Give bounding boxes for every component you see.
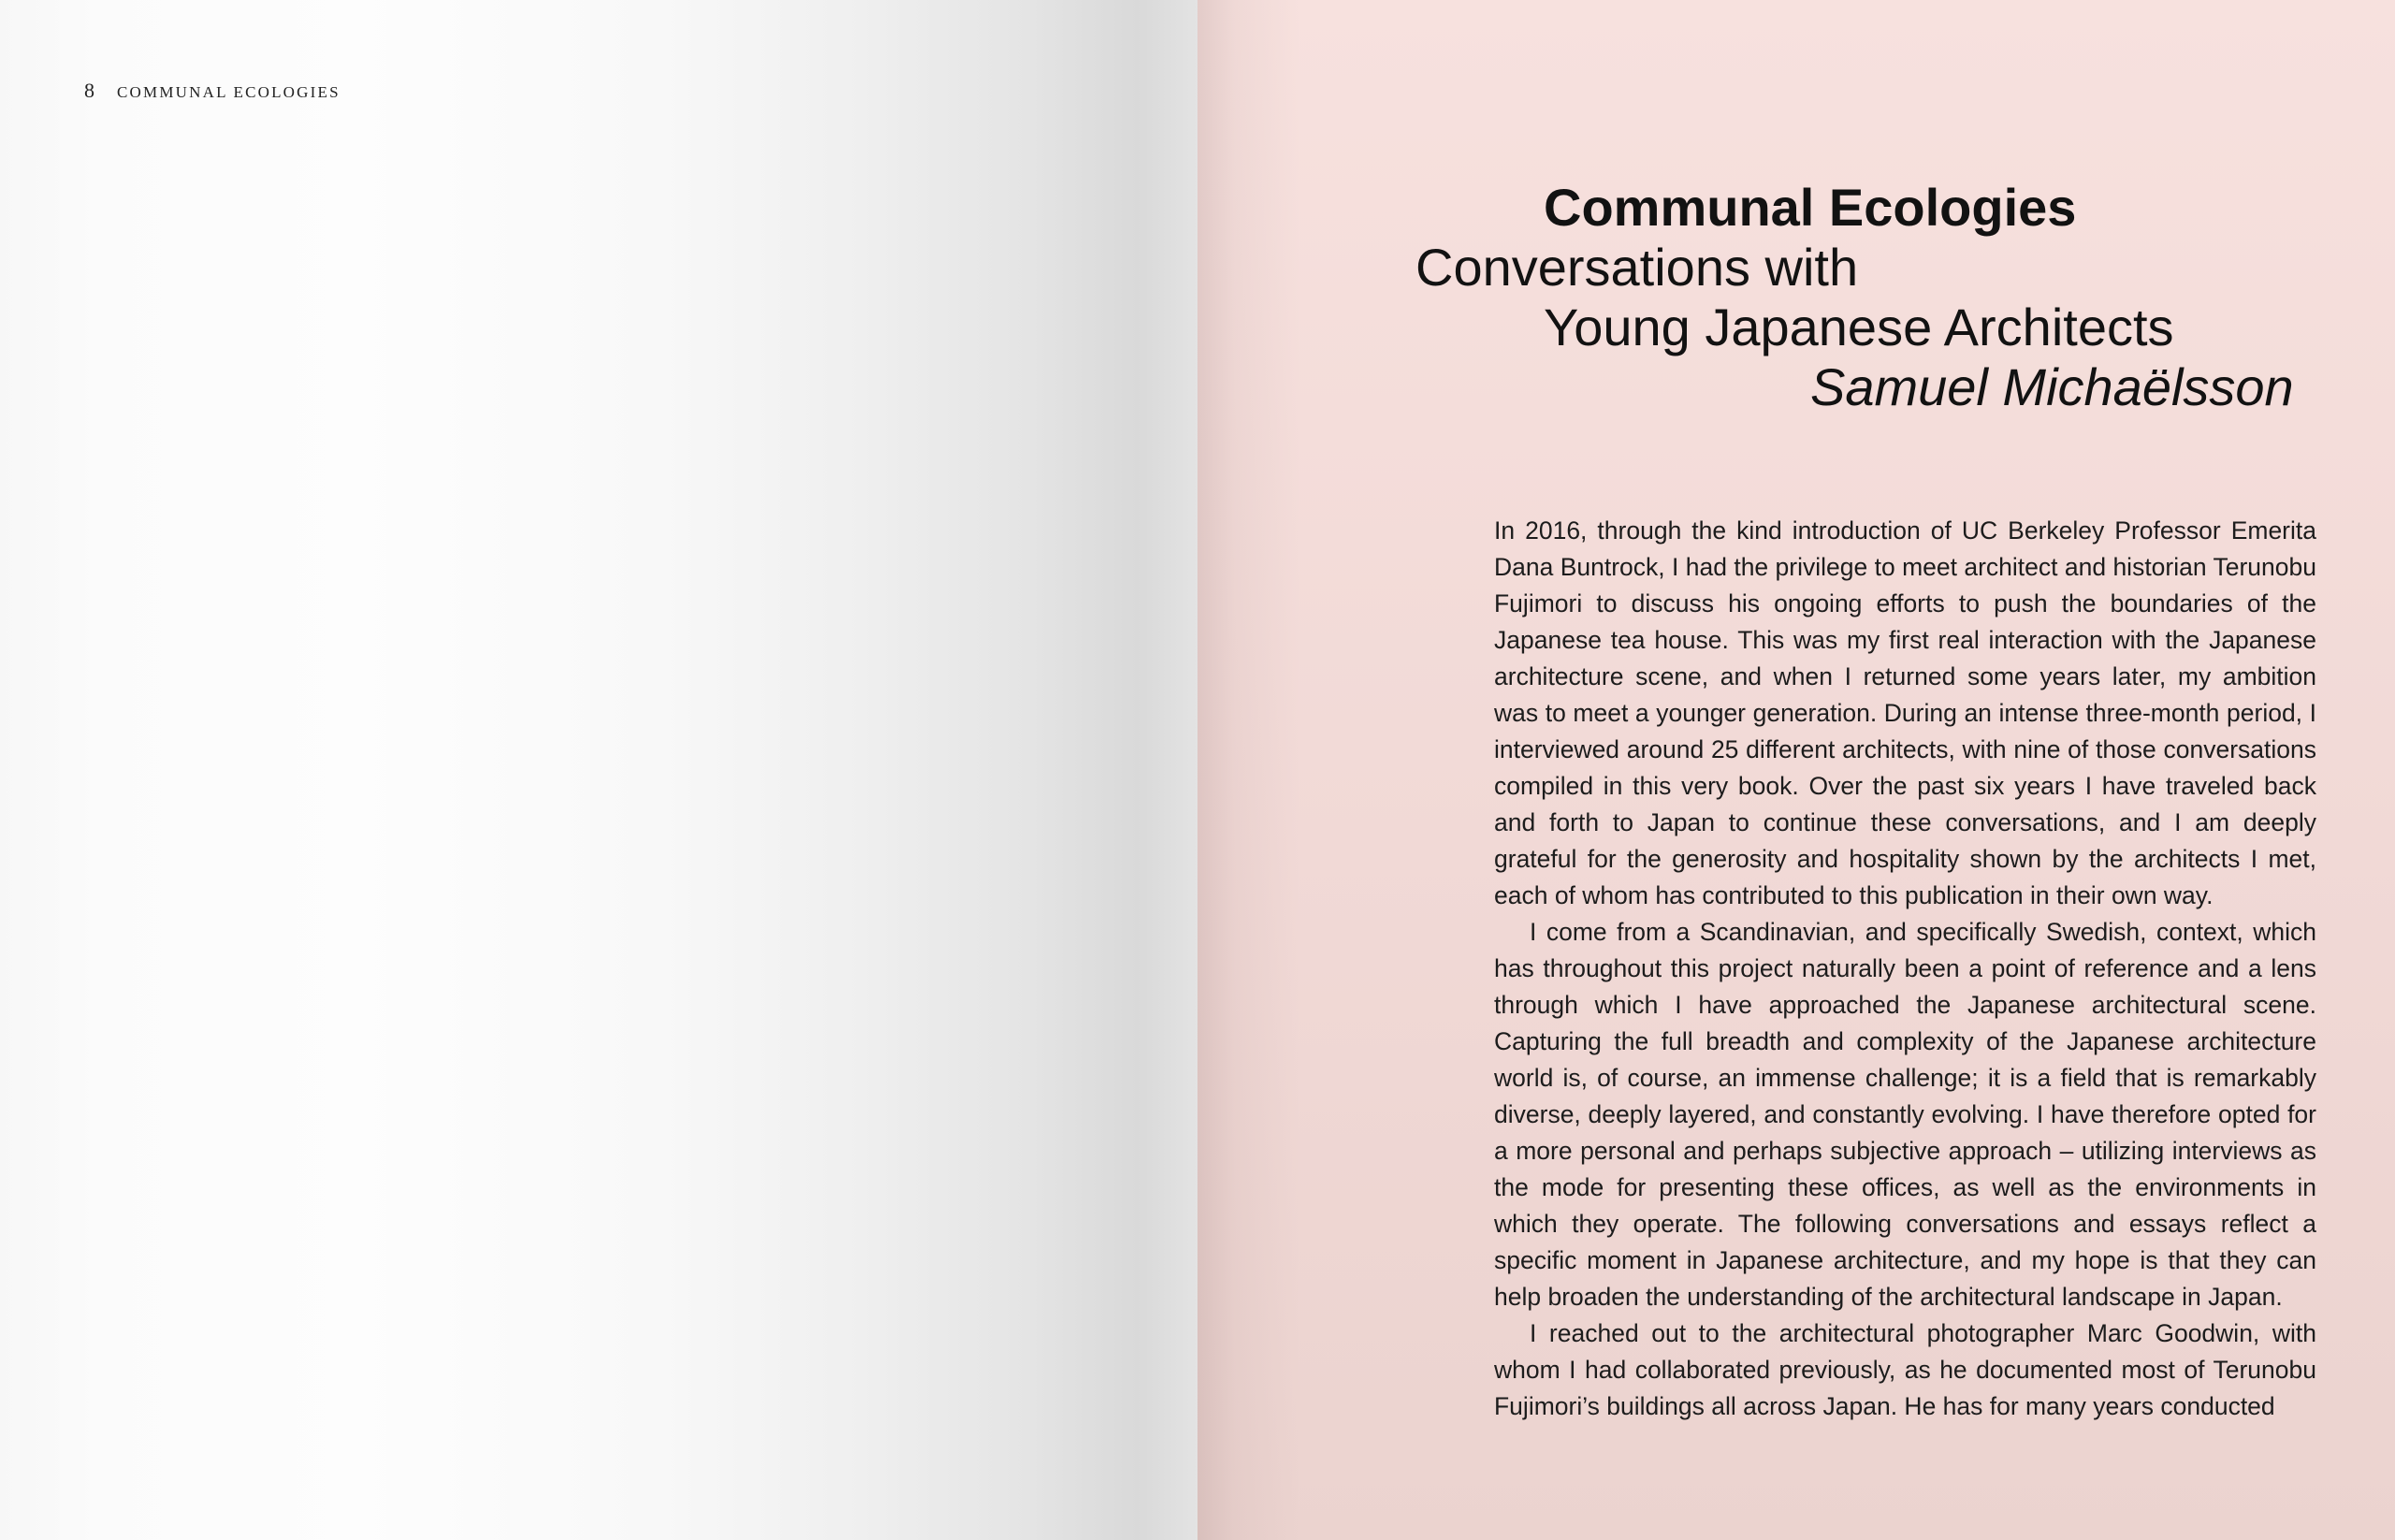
chapter-subtitle-line-2: Young Japanese Architects [1544, 298, 2174, 356]
running-head [84, 79, 341, 103]
chapter-subtitle-line-1: Conversations with [1415, 238, 1859, 297]
page-number: 8 [84, 79, 94, 102]
chapter-title: Communal Ecologies [1544, 178, 2077, 237]
chapter-author: Samuel Michaëlsson [1810, 357, 2294, 416]
paragraph: I reached out to the architectural photographer Marc Goodwin, with whom I had collaborated previously, as he documented most of Terunobu Fujimori’s buildings all across Japan. He has for many years conducted [1494, 1319, 2316, 1420]
paragraph: In 2016, through the kind introduction of UC Berkeley Professor Emerita Dana Buntrock, I had the privilege to meet architect and historian Terunobu Fujimori to discuss his ongoing efforts to push the boundaries of the Japanese tea house. This was my first real interaction with the Japanese architecture scene, and when I returned some years later, my ambition was to meet a younger generation. During an intense three-month period, I interviewed around 25 different architects, with nine of those conversations compiled in this very book. Over the past six years I have traveled back and forth to Japan to continue these conversations, and I am deeply grateful for the generosity and hospitality shown by the architects I met, each of whom has contributed to this publication in their own way. [1494, 516, 2316, 909]
running-head-title: COMMUNAL ECOLOGIES [117, 83, 341, 101]
paragraph: I come from a Scandinavian, and specifically Swedish, context, which has throughout this project naturally been a point of reference and a lens through which I have approached the Japanese architectural scene. Capturing the full breadth and complexity of the Japanese architecture world is, of course, an immense challenge; it is a field that is remarkably diverse, deeply layered, and constantly evolving. I have therefore opted for a more personal and perhaps subjective approach – utilizing interviews as the mode for presenting these offices, as well as the environments in which they operate. The following conversations and essays reflect a specific moment in Japanese architecture, and my hope is that they can help broaden the understanding of the architectural landscape in Japan. [1494, 918, 2316, 1311]
body-text [1494, 513, 2316, 1425]
right-page [1198, 0, 2395, 1540]
